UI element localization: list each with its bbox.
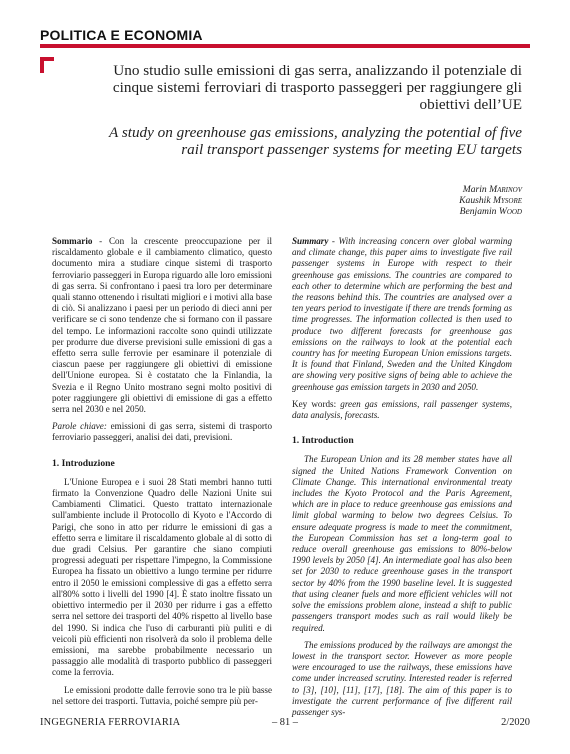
paragraph: L'Unione Europea e i suoi 28 Stati membri hanno tutti firmato la Convenzione Quadro delle Nazioni Unite sui Cambiamenti Climatici. Questo trattato internazionale sull'ambiente include il Protocollo di Kyoto e l'Accordo di Parigi, che sono in atto per ridurre le emissioni di gas a effetto serra e limitare il riscaldamento globale al di sotto di due gradi Celsius. Per garantire che siano compiuti progressi adeguati per rispettare l'impegno, la Commissione Europea ha fissato un obiettivo a lungo termine per ridurre entro il 2050 le emissioni complessive di gas a effetto serra all'80% sotto i livelli del 1990 [4]. È stato inoltre fissato un obiettivo intermedio per il 2030 per ridurre i gas a effetto serra nel settore dei trasporti del 40% rispetto al livello base del 1990. Si indica che l'uso di carburanti più puliti e di veicoli più efficienti non risolverà da solo il problema delle emissioni, ma sarebbe probabilmente necessario un passaggio alle modalità di trasporto pubblico di passeggeri come la ferrovia. — [52, 476, 272, 678]
summary-italian: Sommario - Con la crescente preoccupazione per il riscaldamento globale e il cambiamento climatico, questo documento mira a studiare cinque sistemi di trasporto ferroviario passeggeri in Europa riguardo alle loro emissioni di gas serra. Si confrontano i paesi tra loro per determinare quali stanno ottenendo i risultati migliori e i motivi alla base di ciò. Si analizzano i paesi per un periodo di dieci anni per verificare se ci sono tendenze che si formano con il passare del tempo. Le informazioni raccolte sono quindi utilizzate per produrre due diverse previsioni sulle emissioni di gas a effetto serra sulle ferrovie per esaminare il potenziale di ciascun paese per raggiungere gli obiettivi di emissione dell'Unione europea. Si è costatato che la Finlandia, la Svezia e il Regno Unito mostrano segni molto positivi di poter raggiungere gli obiettivi di emissione di gas a effetto serra nel 2030 e nel 2050. — [52, 236, 272, 415]
page-footer — [40, 717, 530, 731]
journal-name: INGEGNERIA FERROVIARIA — [40, 717, 181, 728]
section-title: POLITICA E ECONOMIA — [40, 27, 203, 43]
page-number: – 81 – — [272, 717, 298, 728]
keywords-english: Key words: green gas emissions, rail passenger systems, data analysis, forecasts. — [292, 398, 512, 421]
paragraph: The emissions produced by the railways are amongst the lowest in the transport sector. However as more people were encouraged to use the railways, these emissions have come under increased scrutiny. Interested reader is referred to [3], [10], [11], [17], [18]. The aim of this paper is to investigate the current performance of five different rail passenger sys- — [292, 639, 512, 717]
section-divider — [40, 44, 530, 48]
issue-number: 2/2020 — [501, 717, 530, 728]
english-column — [292, 236, 512, 724]
italian-column — [52, 236, 272, 713]
author-list — [300, 184, 522, 217]
author-3: Benjamin Wood — [459, 206, 522, 217]
summary-english: Summary - With increasing concern over global warming and climate change, this paper aims to investigate five rail passenger systems in Europe with respect to their greenhouse gas emissions. The countries are compared to each other to determine which are performing the best and the reasons behind this. The countries are analysed over a ten years period to investigate if there are trends forming as time progresses. The information collected is then used to produce two different forecasts for greenhouse gas emissions on the railways to look at the potential each country has for meeting European Union emissions targets. It is found that Finland, Sweden and the United Kingdom are showing very positive signs of being able to achieve the greenhouse gas emission targets in 2030 and 2050. — [292, 236, 512, 392]
paragraph: Le emissioni prodotte dalle ferrovie sono tra le più basse nel settore dei trasporti. Tuttavia, poiché sempre più per- — [52, 684, 272, 706]
article-title-italian: Uno studio sulle emissioni di gas serra, analizzando il potenziale di cinque sistemi ferroviari di trasporto passeggeri per raggiungere gli obiettivi dell’UE — [112, 62, 522, 113]
introduction-heading-english: 1. Introduction — [292, 435, 354, 447]
author-2: Kaushik Mysore — [459, 195, 522, 206]
article-title-english: A study on greenhouse gas emissions, analyzing the potential of five rail transport passenger systems for meeting EU targets — [109, 124, 522, 158]
corner-bracket-icon — [40, 57, 54, 73]
paragraph: The European Union and its 28 member states have all signed the United Nations Framework Convention on Climate Change. This international environmental treaty includes the Kyoto Protocol and the Paris Agreement, which are in place to reduce greenhouse gas emissions and limit global warming to below two degrees Celsius. To ensure adequate progress is made to meet the commitment, the European Commission has set a long-term goal to reduce overall greenhouse gas emissions to 80%-below 1990 levels by 2050 [4]. An intermediate goal has also been set for 2030 to reduce greenhouse gases in the transport sector by 40% from the 1990 baseline level. It is suggested that using cleaner fuels and more efficient vehicles will not solve the emissions problem alone, instead a shift to public passengers transport modes such as rail would likely be required. — [292, 454, 512, 633]
introduction-heading-italian: 1. Introduzione — [52, 457, 115, 469]
author-1: Marin Marinov — [462, 184, 522, 195]
keywords-italian: Parole chiave: emissioni di gas serra, sistemi di trasporto ferroviario passeggeri, analisi dei dati, previsioni. — [52, 421, 273, 443]
